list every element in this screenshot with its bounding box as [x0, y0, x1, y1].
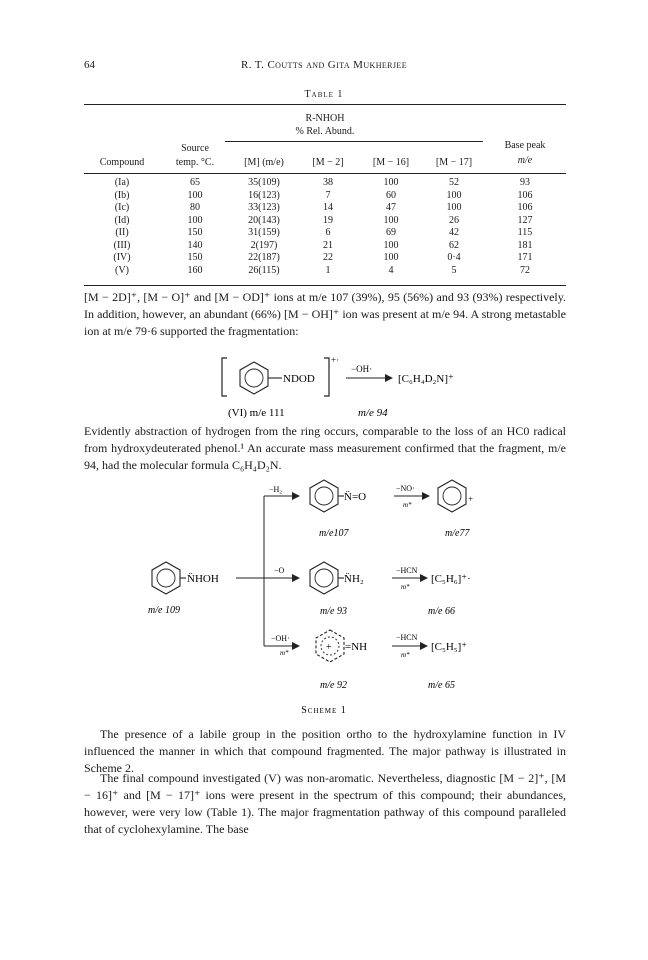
table-row — [84, 190, 566, 203]
branch2-mstar: m* — [401, 583, 410, 591]
col-m16: [M − 16] — [372, 157, 410, 168]
table-cell-compound: (Ia) — [114, 177, 130, 188]
table-cell-base: 181 — [517, 239, 533, 251]
table-cell-base: 72 — [520, 264, 530, 276]
reaction-bracket-right — [324, 358, 329, 396]
table-cell-m: 31(159) — [248, 227, 280, 238]
table-cell-m17: 5 — [451, 264, 457, 276]
start-group: N̈HOH — [187, 573, 219, 585]
table-cell-compound: (Ic) — [114, 202, 130, 213]
benzene-ring-icon — [240, 362, 282, 394]
table-cell-m17: 100 — [446, 189, 462, 201]
start-label: m/e 109 — [148, 605, 180, 616]
table-row — [84, 177, 566, 190]
col-base-line2: m/e — [517, 155, 533, 166]
branch1-ring-icon — [310, 480, 344, 512]
branch1-plus: + — [468, 494, 474, 504]
table-cell-m: 35(109) — [248, 177, 280, 188]
paragraph-2-text: Evidently abstraction of hydrogen from the ring occurs, comparable to the loss of an HC0 radical from hydroxydeuterated phenol.¹ An accurate mass measurement confirmed that the fragment, m/e 94, had the molecular formula C₆H₄D₂N. — [84, 424, 566, 472]
table-cell-compound: (IV) — [113, 252, 131, 263]
table-cell-m16: 100 — [383, 214, 399, 226]
table-cell-base: 127 — [517, 214, 533, 226]
table-row — [84, 265, 566, 278]
table-cell-compound: (Id) — [114, 214, 130, 226]
table-cell-m: 26(115) — [248, 264, 280, 276]
table-top-rule — [84, 104, 566, 105]
paragraph-4-text: The final compound investigated (V) was non-aromatic. Nevertheless, diagnostic [M − 2]⁺, [M − 16]⁺ and [M − 17]⁺ ions were present in the spectrum of this compound; their abundances, however, were very low (Table 1). The major fragmentation pathway of this compound paralleled that of cyclohexylamine. The base — [84, 771, 566, 836]
reaction-arrow-icon — [346, 374, 393, 382]
table-cell-m16: 100 — [383, 177, 399, 188]
svg-text:+: + — [326, 642, 332, 653]
branch2-reagent: −O — [274, 566, 285, 575]
table-cell-m2: 21 — [323, 239, 333, 251]
running-head: R. T. Coutts and Gita Mukherjee — [241, 59, 407, 71]
branch3-reagent: −OH· — [271, 634, 290, 643]
table-cell-m2: 22 — [323, 252, 333, 263]
reaction-product: [C₆H₄D₂N]⁺ — [398, 373, 454, 385]
branch1-label2: m/e77 — [445, 528, 470, 539]
table-cell-m2: 19 — [323, 214, 333, 226]
col-m: [M] (m/e) — [244, 157, 284, 168]
table-cell-m17: 0·4 — [447, 252, 461, 263]
table-cell-compound: (V) — [115, 264, 129, 276]
data-table — [84, 177, 566, 277]
table-cell-base: 106 — [517, 202, 533, 213]
table-cell-temp: 100 — [187, 214, 203, 226]
paragraph-2 — [84, 423, 566, 474]
table-cell-temp: 100 — [187, 189, 203, 201]
table-cell-m17: 62 — [449, 239, 459, 251]
table-row — [84, 252, 566, 265]
table-cell-m: 20(143) — [248, 214, 280, 226]
branch2-group: N̈H₂ — [344, 573, 364, 585]
table-cell-m16: 4 — [388, 264, 394, 276]
col-compound: Compound — [99, 157, 145, 168]
table-cell-temp: 150 — [187, 252, 203, 263]
branch2-label2: m/e 66 — [428, 606, 455, 617]
branch2-product: [C₅H₆]⁺· — [431, 573, 471, 585]
branch1-step: −NO· — [396, 484, 415, 493]
branch2-ring-icon — [310, 562, 344, 594]
branch1-reagent: −H₂ — [269, 485, 283, 494]
table-cell-m16: 69 — [386, 227, 396, 238]
table-row — [84, 227, 566, 240]
branch3-group: =NH — [345, 641, 368, 653]
table-cell-m: 33(123) — [248, 202, 280, 213]
branch3-dashed-ring-icon — [316, 630, 344, 662]
scheme-diagram — [0, 478, 648, 718]
col-m17: [M − 17] — [435, 157, 473, 168]
col-source-line1: Source — [181, 143, 209, 154]
table-cell-base: 93 — [520, 177, 530, 188]
branch3-mstar: m* — [280, 649, 289, 657]
table-cell-m: 22(187) — [248, 252, 280, 263]
paragraph-4 — [84, 770, 566, 838]
reaction-diagram — [0, 352, 648, 420]
table-bottom-rule — [84, 285, 566, 286]
table-cell-base: 115 — [517, 227, 533, 238]
table-cell-compound: (Ib) — [114, 189, 130, 201]
page-number: 64 — [84, 59, 95, 71]
branch2-step: −HCN — [396, 566, 418, 575]
table-cell-m17: 52 — [449, 177, 459, 188]
paragraph-1-text: [M − 2D]⁺, [M − O]⁺ and [M − OD]⁺ ions at m/e 107 (39%), 95 (56%) and 93 (93%) respectively. In addition, however, an abundant (66%) [M − OH]⁺ ion was present at m/e 94. A strong metastable ion at m/e 79·6 supported the fragmentation: — [84, 290, 566, 338]
table-cell-m2: 1 — [325, 264, 331, 276]
branch3-label1: m/e 92 — [320, 680, 347, 691]
table-cell-m: 2(197) — [250, 239, 278, 251]
table-cell-m17: 100 — [446, 202, 462, 213]
table-cell-m17: 42 — [449, 227, 459, 238]
branch3-label2: m/e 65 — [428, 680, 455, 691]
col-base-line1: Base peak — [504, 140, 546, 151]
table-cell-temp: 65 — [190, 177, 200, 188]
reaction-group: NDOD — [283, 373, 315, 385]
table-cell-base: 171 — [517, 252, 533, 263]
table-cell-base: 106 — [517, 189, 533, 201]
branch1-product-ring-icon — [438, 480, 466, 512]
table-cell-m2: 14 — [323, 202, 333, 213]
table-row — [84, 240, 566, 253]
table-cell-temp: 160 — [187, 264, 203, 276]
branch1-arrow-icon — [394, 492, 430, 500]
branch2-arrow-icon — [392, 574, 428, 582]
table-cell-temp: 150 — [187, 227, 203, 238]
abund-rule — [225, 141, 483, 142]
scheme-caption: Scheme 1 — [301, 705, 347, 716]
branch3-product: [C₅H₅]⁺ — [431, 641, 468, 653]
table-cell-m16: 100 — [383, 252, 399, 263]
table-cell-m16: 60 — [386, 189, 396, 201]
paragraph-3-text: The presence of a labile group in the position ortho to the hydroxylamine function in IV influenced the manner in which that compound fragmented. The major pathway is illustrated in Scheme 2. — [84, 727, 566, 775]
paragraph-1 — [84, 289, 566, 340]
table-cell-compound: (III) — [113, 239, 131, 251]
table-cell-temp: 140 — [187, 239, 203, 251]
branch1-group: N̈=O — [344, 491, 367, 503]
branch3-step: −HCN — [396, 633, 418, 642]
table-cell-m2: 7 — [325, 189, 331, 201]
table-cell-m2: 38 — [323, 177, 333, 188]
table-header-rule — [84, 173, 566, 174]
table-row — [84, 215, 566, 228]
branch1-mstar: m* — [403, 501, 412, 509]
reaction-label-right: m/e 94 — [358, 407, 388, 419]
col-source-line2: temp. °C. — [175, 157, 215, 168]
branch-connector-icon — [236, 492, 300, 650]
table-cell-compound: (II) — [115, 227, 129, 238]
table-cell-m16: 47 — [386, 202, 396, 213]
table-cell-temp: 80 — [190, 202, 200, 213]
start-ring-icon — [152, 562, 186, 594]
table-cell-m17: 26 — [449, 214, 459, 226]
table-cell-m16: 100 — [383, 239, 399, 251]
table-cell-m: 16(123) — [248, 189, 280, 201]
table-group-title: R-NHOH — [305, 113, 345, 124]
reaction-label-left: (VI) m/e 111 — [228, 407, 285, 419]
table-caption: Table 1 — [304, 89, 344, 100]
table-subgroup-title: % Rel. Abund. — [295, 126, 355, 137]
branch3-arrow-icon — [392, 642, 428, 650]
reaction-bracket-left — [222, 358, 227, 396]
table-row — [84, 202, 566, 215]
col-m2: [M − 2] — [312, 157, 344, 168]
branch3-mstar2: m* — [401, 651, 410, 659]
branch1-label1: m/e107 — [319, 528, 349, 539]
branch2-label1: m/e 93 — [320, 606, 347, 617]
reaction-reagent: −OH· — [351, 364, 373, 374]
reaction-charge: +· — [331, 355, 340, 365]
table-cell-m2: 6 — [325, 227, 331, 238]
